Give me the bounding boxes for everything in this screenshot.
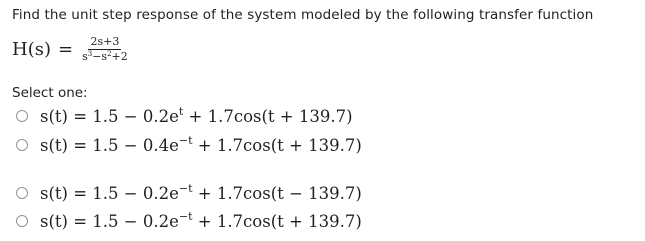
question-prompt: Find the unit step response of the system modeled by the following transfer function xyxy=(12,7,594,23)
option-expression-tail: + 1.7cos(t + 139.7) xyxy=(192,211,362,231)
answer-option-text xyxy=(40,209,362,231)
option-expression-tail: + 1.7cos(t − 139.7) xyxy=(192,183,362,203)
radio-button-icon[interactable] xyxy=(16,187,28,199)
equals-sign: = xyxy=(57,38,74,60)
transfer-function-denominator xyxy=(80,50,130,63)
option-expression-tail: + 1.7cos(t + 139.7) xyxy=(192,135,362,155)
answer-option-2[interactable] xyxy=(16,133,362,157)
radio-button-icon[interactable] xyxy=(16,110,28,122)
option-expression-lead: s(t) = 1.5 − 0.2e xyxy=(40,183,179,203)
denominator-exponent: 3 xyxy=(87,49,93,58)
radio-button-icon[interactable] xyxy=(16,139,28,151)
option-exponent: −t xyxy=(178,181,193,195)
transfer-function-lhs: H(s) xyxy=(12,38,51,60)
denominator-term: −s xyxy=(92,49,108,63)
radio-button-icon[interactable] xyxy=(16,215,28,227)
option-expression-lead: s(t) = 1.5 − 0.2e xyxy=(40,211,179,231)
answer-option-text xyxy=(40,104,353,126)
denominator-term: s xyxy=(82,49,88,63)
denominator-exponent: 2 xyxy=(107,49,112,58)
answer-option-text xyxy=(40,133,362,155)
answer-option-text xyxy=(40,181,362,203)
answer-option-4[interactable] xyxy=(16,209,362,233)
denominator-term: +2 xyxy=(111,49,128,63)
transfer-function xyxy=(12,32,130,66)
option-expression-lead: s(t) = 1.5 − 0.4e xyxy=(40,135,179,155)
option-exponent: −t xyxy=(178,133,193,147)
option-exponent: t xyxy=(178,104,184,118)
option-exponent: −t xyxy=(178,209,193,223)
transfer-function-fraction xyxy=(80,36,130,63)
answer-option-1[interactable] xyxy=(16,104,353,128)
answer-option-3[interactable] xyxy=(16,181,362,205)
select-one-label: Select one: xyxy=(12,85,88,101)
transfer-function-numerator: 2s+3 xyxy=(90,34,120,48)
option-expression-lead: s(t) = 1.5 − 0.2e xyxy=(40,106,179,126)
option-expression-tail: + 1.7cos(t + 139.7) xyxy=(183,106,353,126)
